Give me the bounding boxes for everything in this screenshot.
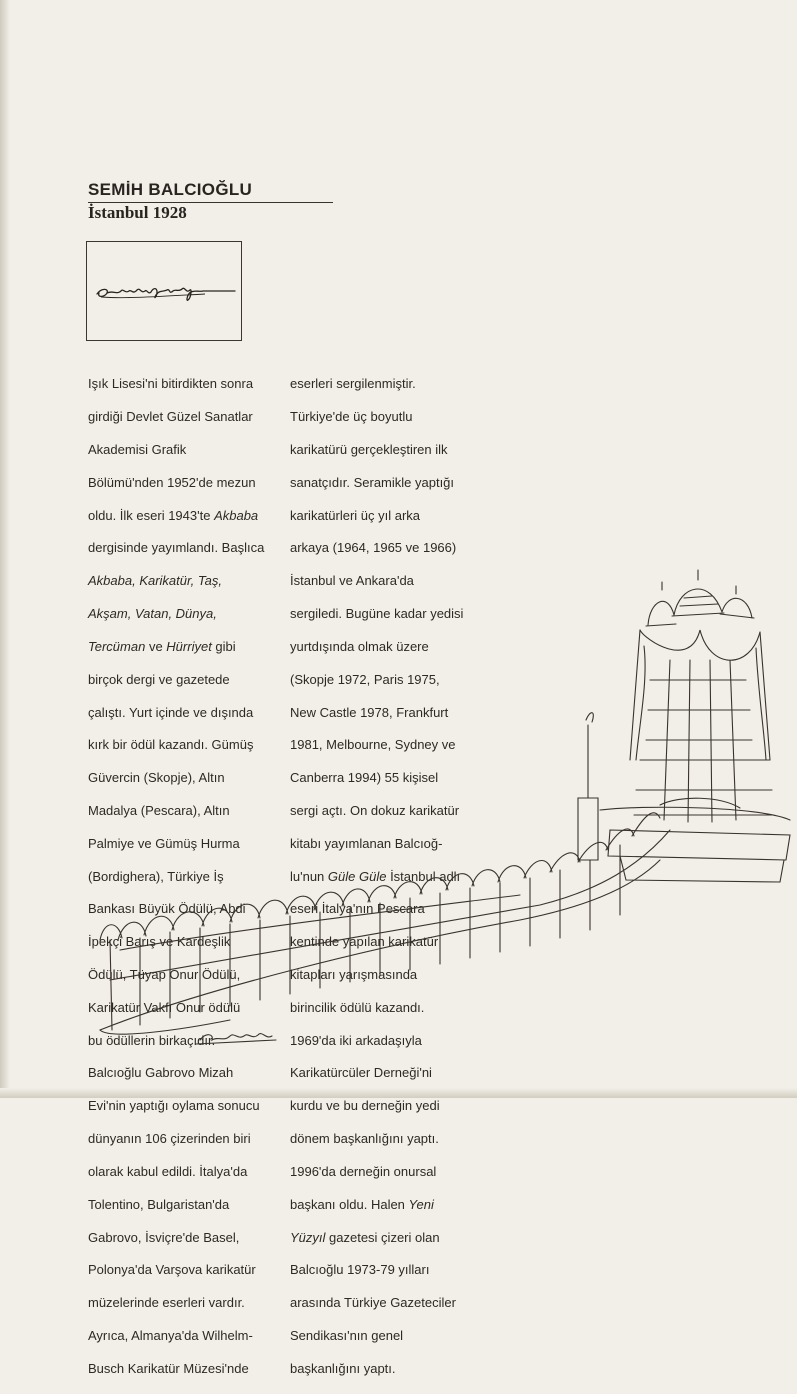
bio-line: Balcıoğlu 1973-79 yılları — [290, 1262, 430, 1278]
bio-line: Polonya'da Varşova karikatür — [88, 1262, 256, 1278]
bio-line: arasında Türkiye Gazeteciler — [290, 1295, 456, 1311]
bio-line: Karikatürcüler Derneği'ni — [290, 1065, 432, 1081]
bio-line: Türkiye'de üç boyutlu — [290, 409, 413, 425]
magazine-title: Akbaba — [214, 507, 259, 523]
bio-line: bu ödüllerin birkaçıdır. — [88, 1032, 216, 1048]
bio-line: ve — [145, 638, 167, 654]
bio-line: yurtdışında olmak üzere — [290, 638, 429, 654]
magazine-titles: Akbaba, Karikatür, Taş, — [88, 573, 222, 589]
bio-line: Sendikası'nın genel — [290, 1327, 404, 1343]
bio-line: lu'nun — [290, 868, 328, 884]
newspaper-title: Hürriyet — [166, 638, 212, 654]
magazine-titles: Akşam, Vatan, Dünya, — [88, 606, 217, 622]
bio-line: birincilik ödülü kazandı. — [290, 999, 425, 1015]
bio-line: dönem başkanlığını yaptı. — [290, 1131, 439, 1147]
bio-line: 1981, Melbourne, Sydney ve — [290, 737, 456, 753]
bio-line: Evi'nin yaptığı oylama sonucu — [88, 1098, 260, 1114]
bio-line: 1996'da derneğin onursal — [290, 1163, 437, 1179]
bio-line: birçok dergi ve gazetede — [88, 671, 230, 687]
bio-line: müzelerinde eserleri vardır. — [88, 1295, 245, 1311]
bio-line: Güvercin (Skopje), Altın — [88, 770, 225, 786]
arched-bridge — [100, 813, 670, 1034]
bio-line: İpekçi Barış ve Kardeşlik — [88, 934, 231, 950]
bio-line: gibi — [211, 638, 236, 654]
bio-line: New Castle 1978, Frankfurt — [290, 704, 449, 720]
bio-line: Akademisi Grafik — [88, 442, 187, 458]
pavilion-domes — [646, 570, 754, 626]
bio-line: oldu. İlk eseri 1943'te — [88, 507, 215, 523]
bio-line: Palmiye ve Gümüş Hurma — [88, 835, 240, 851]
bio-line: kurdu ve bu derneğin yedi — [290, 1098, 440, 1114]
newspaper-title: Tercüman — [88, 638, 146, 654]
bio-line: Ayrıca, Almanya'da Wilhelm- — [88, 1327, 253, 1343]
bio-line: Bölümü'nden 1952'de mezun — [88, 474, 256, 490]
bio-line: başkanı oldu. Halen — [290, 1196, 409, 1212]
bio-line: Canberra 1994) 55 kişisel — [290, 770, 439, 786]
bio-line: İstanbul ve Ankara'da — [290, 573, 414, 589]
bio-line: dünyanın 106 çizerinden biri — [88, 1131, 251, 1147]
bio-line: Işık Lisesi'ni bitirdikten sonra — [88, 376, 254, 392]
bio-line: Tolentino, Bulgaristan'da — [88, 1196, 230, 1212]
bio-line: sergiledi. Bugüne kadar yedisi — [290, 606, 464, 622]
bio-line: (Skopje 1972, Paris 1975, — [290, 671, 440, 687]
bio-line: girdiği Devlet Güzel Sanatlar — [88, 409, 253, 425]
bio-line: Madalya (Pescara), Altın — [88, 802, 230, 818]
bio-line: Bankası Büyük Ödülü, Abdi — [88, 901, 246, 917]
bio-line: sanatçıdır. Seramikle yaptığı — [290, 474, 455, 490]
bridge-pavilion-illustration — [0, 560, 797, 1080]
bio-line: Busch Karikatür Müzesi'nde — [88, 1360, 249, 1376]
birth-place-year: İstanbul 1928 — [88, 203, 187, 222]
newspaper-title: Yeni — [408, 1196, 434, 1212]
bio-line: kentinde yapılan karikatür — [290, 934, 439, 950]
drawing-signature — [196, 1034, 276, 1044]
bio-line: sergi açtı. On dokuz karikatür — [290, 802, 460, 818]
bio-line: dergisinde yayımlandı. Başlıca — [88, 540, 265, 556]
canopy-drapes — [630, 630, 774, 822]
bio-line: Balcıoğlu Gabrovo Mizah — [88, 1065, 234, 1081]
bio-line: karikatürü gerçekleştiren ilk — [290, 442, 448, 458]
bio-line: Gabrovo, İsviçre'de Basel, — [88, 1229, 240, 1245]
bio-line: çalıştı. Yurt içinde ve dışında — [88, 704, 254, 720]
side-column — [578, 713, 598, 860]
bio-line: kitapları yarışmasında — [290, 967, 418, 983]
bio-line: eseri İtalya'nın Pescara — [290, 901, 425, 917]
bio-line: gazetesi çizeri olan — [325, 1229, 440, 1245]
bio-line: (Bordighera), Türkiye İş — [88, 868, 224, 884]
bio-line: kırk bir ödül kazandı. Gümüş — [88, 737, 254, 753]
signature-box — [86, 241, 242, 341]
bio-line: İstanbul adlı — [386, 868, 461, 884]
bio-line: Karikatür Vakfı Onur ödülü — [88, 999, 241, 1015]
bio-line: kitabı yayımlanan Balcıoğ- — [290, 835, 443, 851]
pavilion-platform — [600, 798, 790, 882]
bio-line: 1969'da iki arkadaşıyla — [290, 1032, 422, 1048]
signature-image — [87, 242, 243, 342]
bio-line: olarak kabul edildi. İtalya'da — [88, 1163, 248, 1179]
book-title: Güle Güle — [327, 868, 387, 884]
bio-line: Ödülü, Tüyap Onur Ödülü, — [88, 967, 241, 983]
artist-name-heading: SEMİH BALCIOĞLU — [88, 180, 333, 203]
newspaper-title: Yüzyıl — [290, 1229, 326, 1245]
bio-line: karikatürleri üç yıl arka — [290, 507, 421, 523]
bio-line: eserleri sergilenmiştir. — [290, 376, 416, 392]
bio-line: arkaya (1964, 1965 ve 1966) — [290, 540, 457, 556]
bio-line: başkanlığını yaptı. — [290, 1360, 396, 1376]
